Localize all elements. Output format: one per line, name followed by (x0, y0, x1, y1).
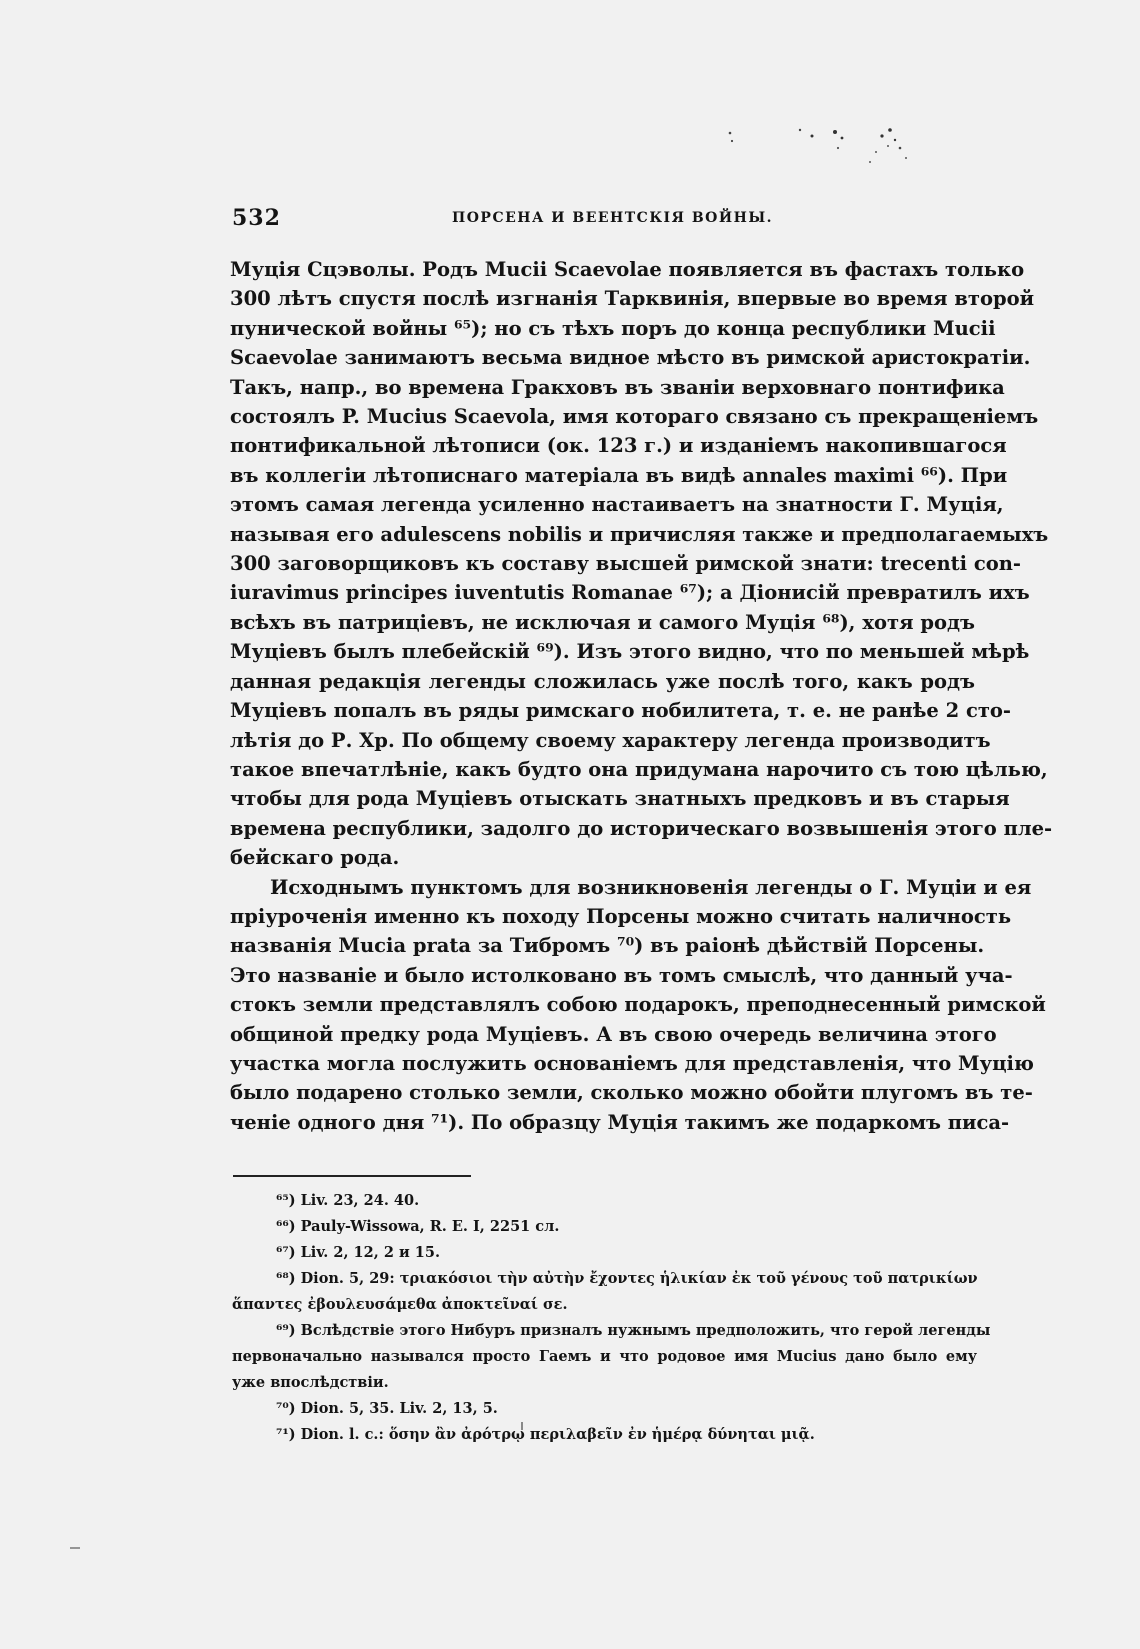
text-line: iuravimus principes iuventutis Romanae ⁶⁷); а Діонисій превратилъ ихъ (230, 581, 1030, 605)
text-line: этомъ самая легенда усиленно настаиваетъ на знатности Г. Муція, (230, 493, 1004, 517)
text-line: такое впечатлѣніе, какъ будто она придумана нарочито съ тою цѣлью, (230, 757, 1048, 781)
text-line: 300 лѣтъ спустя послѣ изгнанія Тарквинія, впервые во время второй (230, 287, 1035, 311)
footnote: ⁶⁷) Liv. 2, 12, 2 и 15. (276, 1244, 441, 1261)
text-line: ченіе одного дня ⁷¹). По образцу Муція такимъ же подаркомъ писа- (230, 1110, 1010, 1134)
text-line: Муціевъ былъ плебейскій ⁶⁹). Изъ этого видно, что по меньшей мѣрѣ (230, 640, 1030, 664)
footnote: ⁶⁵) Liv. 23, 24. 40. (276, 1192, 420, 1209)
text-line: участка могла послужить основаніемъ для представленія, что Муцію (230, 1051, 1034, 1075)
text-line: Муція Сцэволы. Родъ Mucii Scaevolae появляется въ фастахъ только (230, 258, 1025, 281)
text-line: называя его adulescens nobilis и причисляя также и предполагаемыхъ (230, 522, 1049, 546)
text-line: общиной предку рода Муціевъ. А въ свою очередь величина этого (230, 1022, 997, 1046)
footnotes (232, 1188, 991, 1448)
text-line: времена республики, задолго до историческаго возвышенія этого пле- (230, 816, 1053, 840)
footnote: ⁷⁰) Dion. 5, 35. Liv. 2, 13, 5. (276, 1400, 498, 1417)
page-header (232, 205, 977, 235)
running-title: ПОРСЕНА И ВЕЕНТСКІЯ ВОЙНЫ. (452, 210, 774, 226)
footnote-continuation: уже впослѣдствіи. (232, 1374, 389, 1391)
text-line: чтобы для рода Муціевъ отыскать знатныхъ предковъ и въ старыя (230, 787, 1010, 811)
page-number: 532 (232, 205, 281, 231)
text-line: лѣтія до Р. Хр. По общему своему характеру легенда производитъ (230, 728, 991, 752)
text-line: всѣхъ въ патриціевъ, не исключая и самого Муція ⁶⁸), хотя родъ (230, 610, 975, 634)
text-line: Исходнымъ пунктомъ для возникновенія легенды о Г. Муціи и ея (270, 875, 1032, 899)
text-line: понтификальной лѣтописи (ок. 123 г.) и изданіемъ накопившагося (230, 434, 1007, 458)
text-line: 300 заговорщиковъ къ составу высшей римской знати: trecenti con- (230, 552, 1022, 576)
text-line: въ коллегіи лѣтописнаго матеріала въ видѣ annales maximi ⁶⁶). При (230, 463, 1008, 487)
footnote: ⁷¹) Dion. l. c.: ὅσην ἂν ἀρότρῳ περιλαβεῖν ἐν ἡμέρᾳ δύνηται μιᾷ. (276, 1426, 815, 1443)
text-line: Scaevolae занимаютъ весьма видное мѣсто въ римской аристократіи. (230, 346, 1031, 370)
text-line: Такъ, напр., во времена Гракховъ въ званіи верховнаго понтифика (230, 375, 1005, 399)
text-line: Муціевъ попалъ въ ряды римскаго нобилитета, т. е. не ранѣе 2 сто- (230, 699, 1012, 723)
footnote: ⁶⁶) Pauly-Wissowa, R. E. I, 2251 сл. (276, 1218, 560, 1235)
text-line: пунической войны ⁶⁵); но съ тѣхъ поръ до конца республики Mucii (230, 316, 996, 340)
footnote-divider (233, 1175, 471, 1177)
text-line: пріуроченія именно къ походу Порсены можно считать наличность (230, 904, 1012, 928)
text-line: названія Mucia prata за Тибромъ ⁷⁰) въ раіонѣ дѣйствій Порсены. (230, 934, 985, 958)
text-line: бейскаго рода. (230, 846, 400, 870)
text-line: было подарено столько земли, сколько можно обойти плугомъ въ те- (230, 1081, 1033, 1105)
text-line: данная редакція легенды сложилась уже послѣ того, какъ родъ (230, 669, 975, 693)
footnote: ⁶⁹) Вслѣдствіе этого Нибуръ призналъ нужнымъ предположить, что герой легенды (276, 1322, 991, 1339)
main-text (230, 255, 1053, 1137)
text-line: стокъ земли представлялъ собою подарокъ, преподнесенный римской (230, 993, 1046, 1017)
text-line: состоялъ P. Mucius Scaevola, имя котораго связано съ прекращеніемъ (230, 405, 1039, 429)
footnote-continuation: ἅπαντες ἐβουλευσάμεθα ἀποκτεῖναί σε. (232, 1296, 568, 1313)
text-line: Это названіе и было истолковано въ томъ смыслѣ, что данный уча- (230, 963, 1013, 987)
footnote-continuation: первоначально назывался просто Гаемъ и что родовое имя Mucius дано было ему (232, 1348, 977, 1365)
scan-specks-decoration (720, 118, 960, 178)
footnote: ⁶⁸) Dion. 5, 29: τριακόσιοι τὴν αὐτὴν ἔχοντες ἡλικίαν ἐκ τοῦ γένους τοῦ πατρικίων (276, 1270, 978, 1287)
